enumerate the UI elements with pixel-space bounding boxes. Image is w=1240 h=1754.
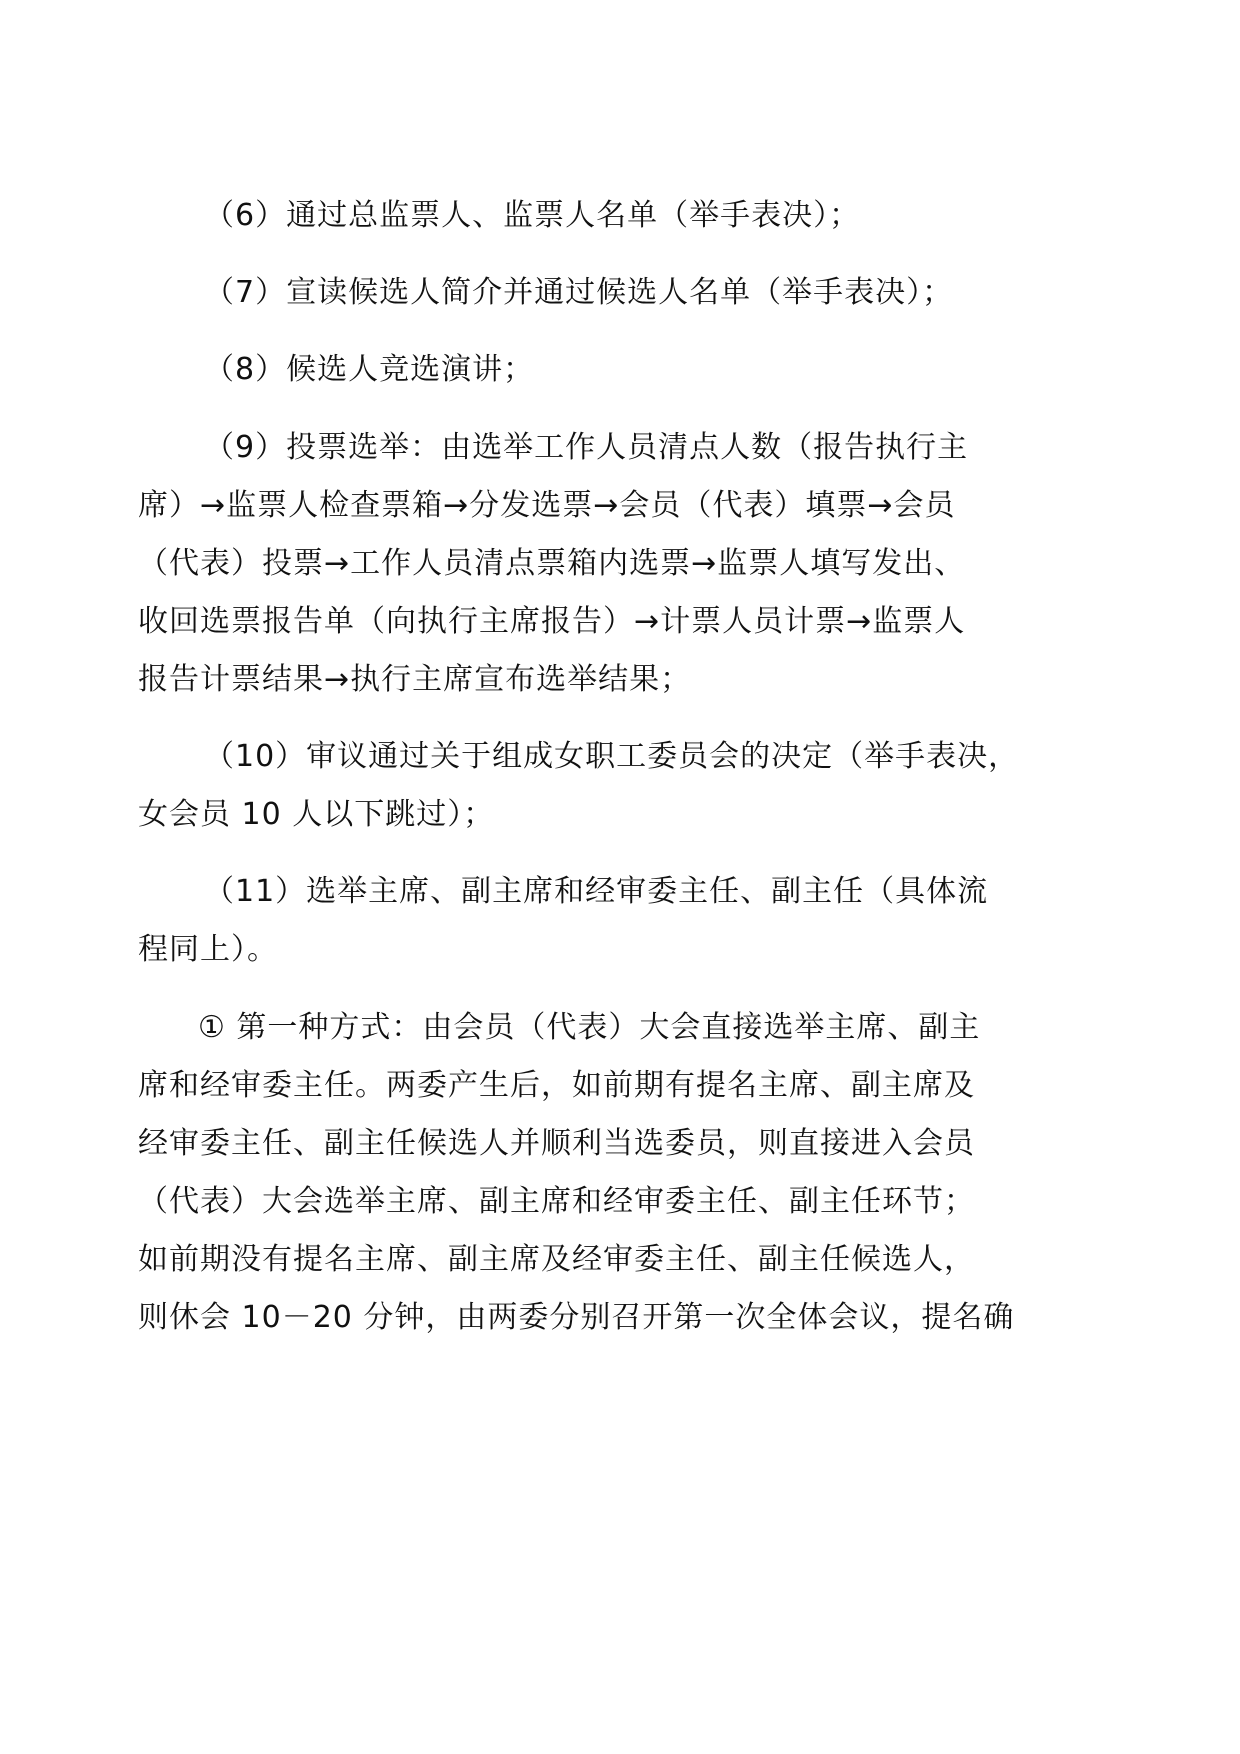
paragraph-9-line-5: 报告计票结果→执行主席宣布选举结果；	[138, 662, 692, 697]
paragraph-12-line-1: ① 第一种方式：由会员（代表）大会直接选举主席、副主	[198, 1010, 981, 1045]
paragraph-6-line-1: （6）通过总监票人、监票人名单（举手表决）；	[204, 198, 861, 233]
paragraph-12-line-2: 席和经审委主任。两委产生后，如前期有提名主席、副主席及	[138, 1068, 975, 1103]
paragraph-12-line-3: 经审委主任、副主任候选人并顺利当选委员，则直接进入会员	[138, 1126, 975, 1161]
paragraph-8-line-1: （8）候选人竞选演讲；	[204, 352, 535, 387]
paragraph-7-line-1: （7）宣读候选人简介并通过候选人名单（举手表决）；	[204, 275, 954, 310]
paragraph-9-line-3: （代表）投票→工作人员清点票箱内选票→监票人填写发出、	[138, 546, 966, 581]
paragraph-12-line-6: 则休会 10－20 分钟，由两委分别召开第一次全体会议，提名确	[138, 1300, 1015, 1335]
paragraph-9-line-1: （9）投票选举：由选举工作人员清点人数（报告执行主	[204, 430, 969, 465]
paragraph-10-line-2: 女会员 10 人以下跳过）；	[138, 797, 495, 832]
paragraph-9-line-2: 席）→监票人检查票箱→分发选票→会员（代表）填票→会员	[138, 488, 956, 523]
paragraph-9-line-4: 收回选票报告单（向执行主席报告）→计票人员计票→监票人	[138, 604, 966, 639]
paragraph-12-line-5: 如前期没有提名主席、副主席及经审委主任、副主任候选人，	[138, 1242, 975, 1277]
paragraph-10-line-1: （10）审议通过关于组成女职工委员会的决定（举手表决，	[204, 739, 1020, 774]
paragraph-11-line-1: （11）选举主席、副主席和经审委主任、副主任（具体流	[204, 874, 989, 909]
paragraph-12-line-4: （代表）大会选举主席、副主席和经审委主任、副主任环节；	[138, 1184, 975, 1219]
paragraph-11-line-2: 程同上）。	[138, 932, 278, 967]
